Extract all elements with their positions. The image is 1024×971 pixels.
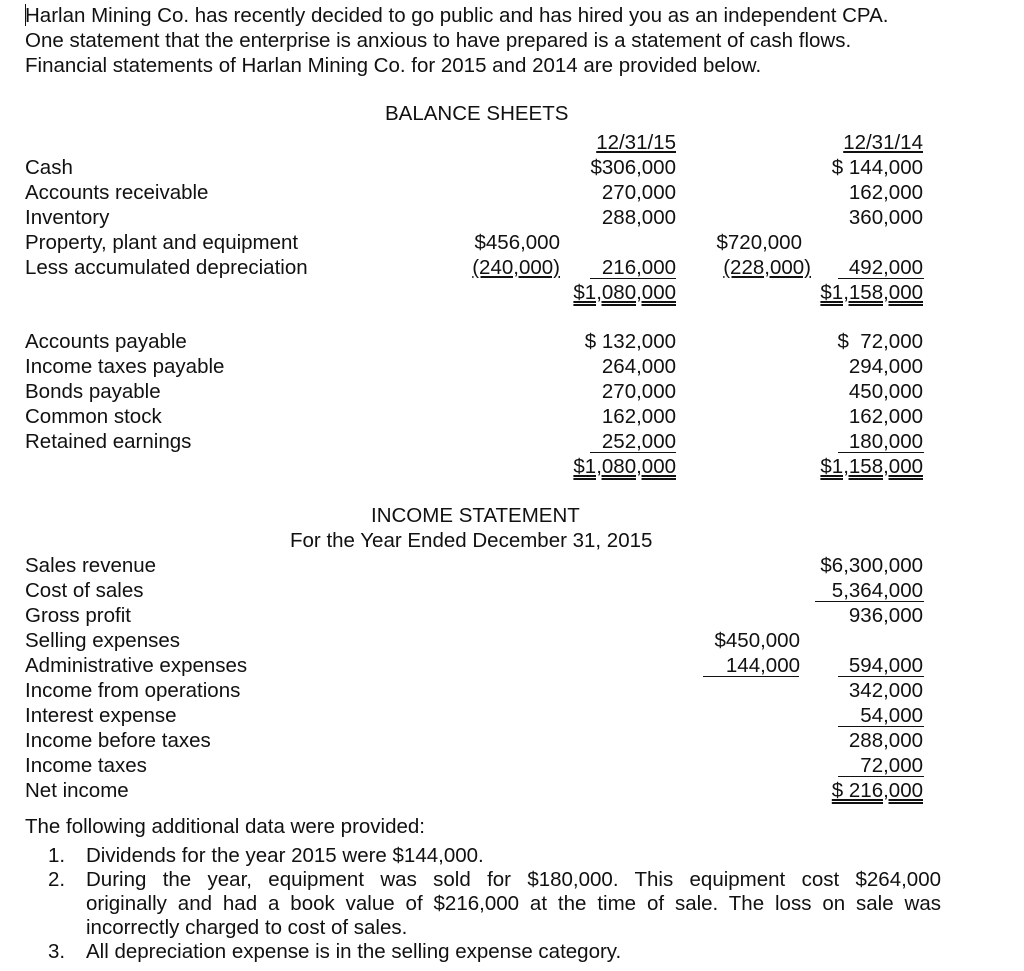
row-label: Accounts receivable xyxy=(25,181,209,204)
value-2014: $ 144,000 xyxy=(831,156,923,179)
income-statement-title: INCOME STATEMENT xyxy=(371,504,580,527)
column-header-2014: 12/31/14 xyxy=(843,131,923,154)
underline xyxy=(838,452,924,453)
row-label: Cost of sales xyxy=(25,579,144,602)
value-2015: $306,000 xyxy=(590,156,676,179)
accum-dep-2015: (240,000) xyxy=(472,256,560,279)
gross-value-2014: $720,000 xyxy=(716,231,802,254)
amount: 342,000 xyxy=(848,679,923,702)
row-label: Property, plant and equipment xyxy=(25,231,299,254)
value-2014: 180,000 xyxy=(848,430,923,453)
underline xyxy=(838,676,924,677)
value-2015: 270,000 xyxy=(601,181,676,204)
row-label: Income before taxes xyxy=(25,729,211,752)
underline xyxy=(590,452,676,453)
amount: 5,364,000 xyxy=(831,579,923,602)
list-number: 1. xyxy=(48,844,66,867)
net-income-amount: $ 216,000 xyxy=(831,779,923,802)
additional-heading: The following additional data were provided: xyxy=(25,815,426,838)
amount: $6,300,000 xyxy=(820,554,923,577)
row-label: Bonds payable xyxy=(25,380,161,403)
list-item-text: All depreciation expense is in the selling expense category. xyxy=(86,940,622,963)
total-assets-2014: $1,158,000 xyxy=(820,281,923,304)
row-label: Retained earnings xyxy=(25,430,192,453)
row-label: Income taxes payable xyxy=(25,355,225,378)
value-2015: $ 132,000 xyxy=(584,330,676,353)
value-2014: 162,000 xyxy=(848,181,923,204)
value-2015: 264,000 xyxy=(601,355,676,378)
value-2014: 360,000 xyxy=(848,206,923,229)
value-2014: $ 72,000 xyxy=(837,330,923,353)
row-label: Common stock xyxy=(25,405,162,428)
total-assets-2015: $1,080,000 xyxy=(573,281,676,304)
underline xyxy=(838,776,924,777)
row-label: Inventory xyxy=(25,206,110,229)
inner-amount: 144,000 xyxy=(725,654,800,677)
amount: 288,000 xyxy=(848,729,923,752)
income-statement-subtitle: For the Year Ended December 31, 2015 xyxy=(290,529,653,552)
amount: 594,000 xyxy=(848,654,923,677)
value-2015: 252,000 xyxy=(601,430,676,453)
amount: 54,000 xyxy=(860,704,923,727)
intro-line: Financial statements of Harlan Mining Co. for 2015 and 2014 are provided below. xyxy=(25,54,762,77)
value-2014: 294,000 xyxy=(848,355,923,378)
underline xyxy=(703,676,799,677)
row-label: Interest expense xyxy=(25,704,177,727)
total-liabilities-2015: $1,080,000 xyxy=(573,455,676,478)
list-item-text: Dividends for the year 2015 were $144,000. xyxy=(86,844,484,867)
underline xyxy=(838,278,924,279)
inner-amount: $450,000 xyxy=(714,629,800,652)
value-2015: 288,000 xyxy=(601,206,676,229)
gross-value-2015: $456,000 xyxy=(474,231,560,254)
list-item-text: incorrectly charged to cost of sales. xyxy=(86,916,408,939)
row-label: Less accumulated depreciation xyxy=(25,256,308,279)
list-number: 3. xyxy=(48,940,66,963)
value-2014: 450,000 xyxy=(848,380,923,403)
amount: 936,000 xyxy=(848,604,923,627)
accum-dep-2014: (228,000) xyxy=(723,256,811,279)
row-label: Income taxes xyxy=(25,754,147,777)
value-2015: 270,000 xyxy=(601,380,676,403)
value-2015: 162,000 xyxy=(601,405,676,428)
row-label: Administrative expenses xyxy=(25,654,248,677)
underline xyxy=(590,278,676,279)
row-label: Net income xyxy=(25,779,129,802)
value-2014: 492,000 xyxy=(848,256,923,279)
row-label: Selling expenses xyxy=(25,629,180,652)
row-label: Cash xyxy=(25,156,73,179)
intro-line: One statement that the enterprise is anxious to have prepared is a statement of cash flows. xyxy=(25,29,852,52)
balance-sheet-title: BALANCE SHEETS xyxy=(385,102,569,125)
row-label: Income from operations xyxy=(25,679,241,702)
row-label: Accounts payable xyxy=(25,330,187,353)
column-header-2015: 12/31/15 xyxy=(596,131,676,154)
underline xyxy=(838,726,924,727)
total-liabilities-2014: $1,158,000 xyxy=(820,455,923,478)
underline xyxy=(815,601,924,602)
list-item-text: originally and had a book value of $216,000 at the time of sale. The loss on sale was xyxy=(86,892,941,915)
row-label: Gross profit xyxy=(25,604,131,627)
list-number: 2. xyxy=(48,868,66,891)
intro-line: Harlan Mining Co. has recently decided to go public and has hired you as an independent CPA. xyxy=(25,4,889,27)
list-item-text: During the year, equipment was sold for $180,000. This equipment cost $264,000 xyxy=(86,868,941,891)
row-label: Sales revenue xyxy=(25,554,157,577)
value-2015: 216,000 xyxy=(601,256,676,279)
value-2014: 162,000 xyxy=(848,405,923,428)
amount: 72,000 xyxy=(860,754,923,777)
